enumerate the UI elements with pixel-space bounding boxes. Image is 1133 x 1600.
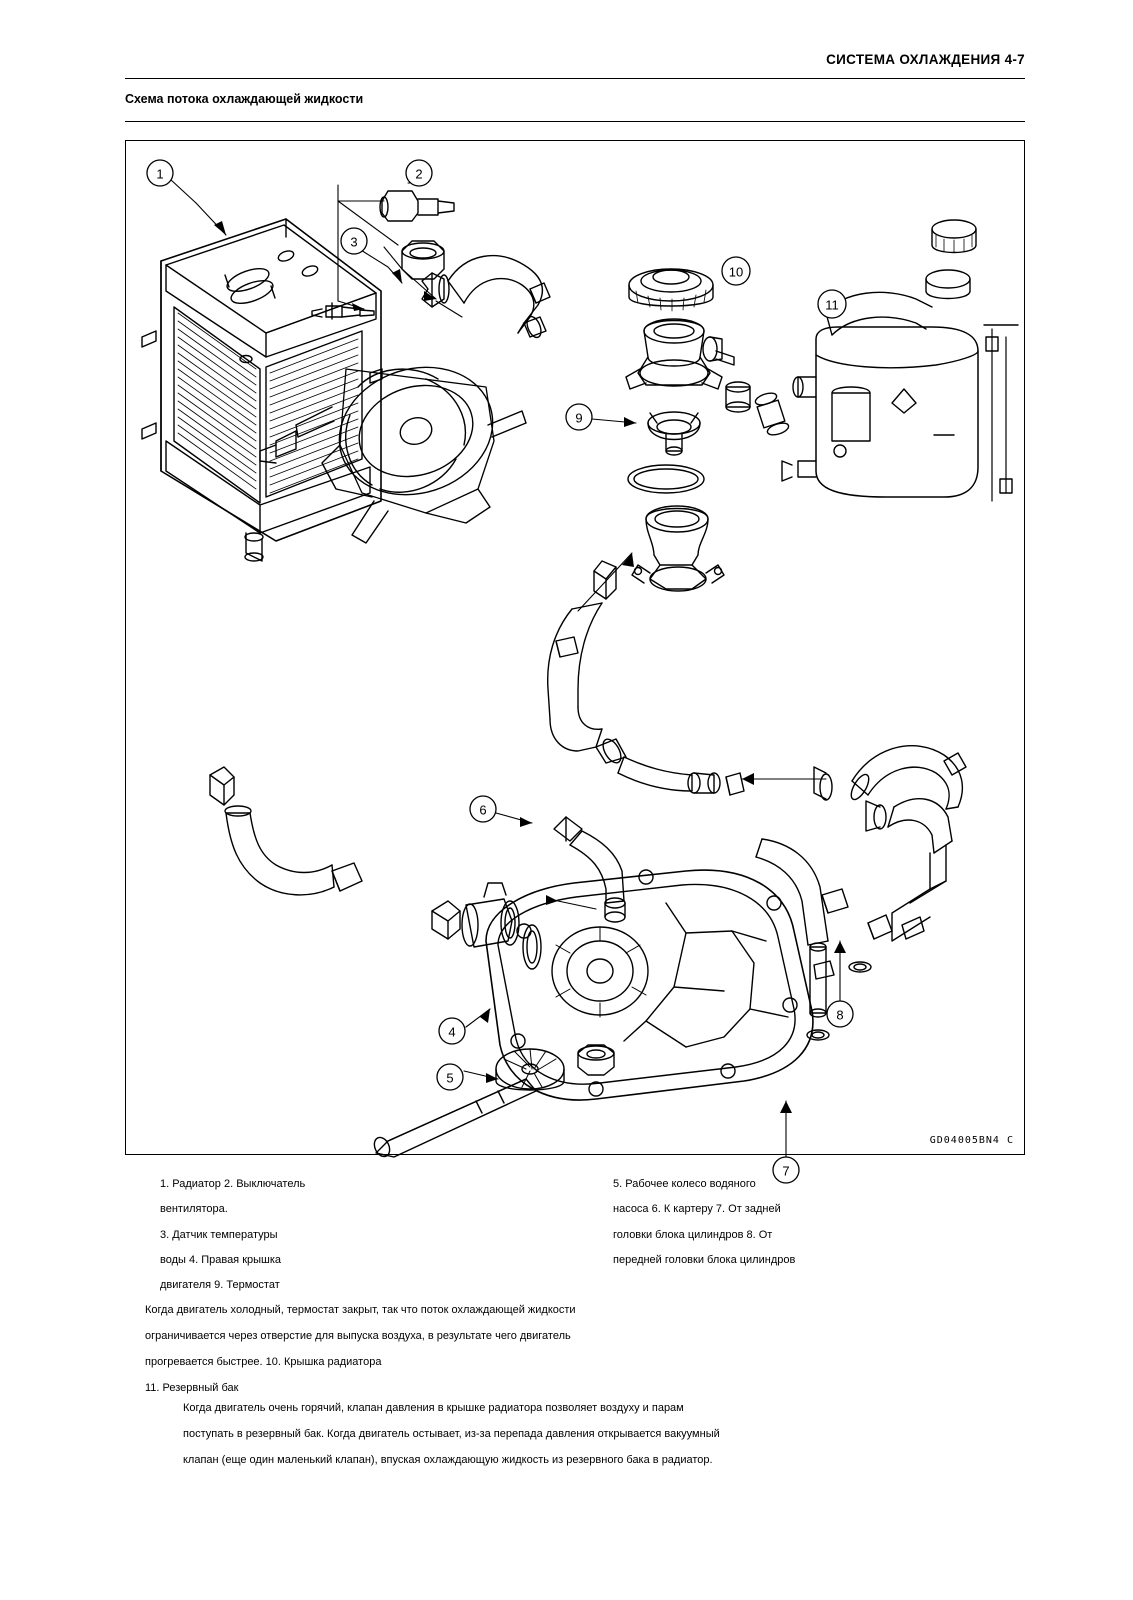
section-heading: Схема потока охлаждающей жидкости xyxy=(125,92,364,106)
right-large-hose xyxy=(814,746,966,809)
section-divider xyxy=(125,121,1025,122)
svg-text:8: 8 xyxy=(836,1007,844,1023)
figure-panel xyxy=(125,140,1025,1179)
paragraph-line: ограничивается через отверстие для выпуска воздуха, в результате чего двигатель xyxy=(145,1329,571,1342)
legend-item: головки блока цилиндров 8. От xyxy=(613,1228,773,1241)
paragraph-line: прогревается быстрее. 10. Крышка радиатора xyxy=(145,1355,382,1368)
svg-text:6: 6 xyxy=(479,802,487,818)
svg-text:1: 1 xyxy=(156,166,164,182)
header-divider xyxy=(125,78,1025,79)
lower-radiator-hose xyxy=(210,767,362,895)
legend-item: 5. Рабочее колесо водяного xyxy=(613,1178,756,1190)
radiator-illustration xyxy=(142,219,382,561)
legend-item: 1. Радиатор 2. Выключатель xyxy=(160,1178,306,1190)
body-paragraph-one xyxy=(145,1298,615,1401)
legend-item: воды 4. Правая крышка xyxy=(160,1253,282,1266)
svg-text:11: 11 xyxy=(825,297,839,313)
legend-column-left xyxy=(160,1172,490,1298)
thermostat-housing-lower xyxy=(632,506,724,591)
svg-text:3: 3 xyxy=(350,234,358,250)
svg-text:2: 2 xyxy=(415,166,423,182)
svg-text:5: 5 xyxy=(446,1070,454,1086)
tank-connector-pipes xyxy=(716,351,790,437)
paragraph-line: Когда двигатель очень горячий, клапан давления в крышке радиатора позволяет воздуху и парам xyxy=(183,1402,684,1414)
front-cylinder-head-hose xyxy=(849,799,952,972)
crankcase-pipe xyxy=(554,817,625,922)
reservoir-tank xyxy=(782,220,1018,501)
paragraph-line: клапан (еще один маленький клапан), впуская охлаждающую жидкость из резервного бака в радиатор. xyxy=(183,1453,713,1466)
figure-code: GD04005BN4 C xyxy=(929,1135,1014,1146)
legend-item: двигателя 9. Термостат xyxy=(160,1279,280,1292)
paragraph-line: Когда двигатель холодный, термостат закрыт, так что поток охлаждающей жидкости xyxy=(145,1304,576,1316)
svg-text:9: 9 xyxy=(575,410,583,426)
thermostat-housing-upper xyxy=(626,319,722,389)
paragraph-line: 11. Резервный бак xyxy=(145,1381,239,1394)
fan-switch-part xyxy=(380,191,454,279)
legend-item: 3. Датчик температуры xyxy=(160,1228,278,1241)
cooling-system-diagram xyxy=(126,141,1026,1179)
callout-markers xyxy=(147,160,853,1183)
thermostat-part xyxy=(628,412,704,493)
legend-item: насоса 6. К картеру 7. От задней xyxy=(613,1203,781,1216)
svg-text:7: 7 xyxy=(782,1163,790,1179)
page-header-title: СИСТЕМА ОХЛАЖДЕНИЯ 4-7 xyxy=(826,52,1025,67)
svg-text:4: 4 xyxy=(448,1024,456,1040)
paragraph-line: поступать в резервный бак. Когда двигатель остывает, из-за перепада давления открывается вакуумный xyxy=(183,1427,720,1440)
body-paragraph-two xyxy=(183,1396,743,1474)
legend-item: вентилятора. xyxy=(160,1203,228,1216)
svg-text:10: 10 xyxy=(728,264,744,280)
legend-item: передней головки блока цилиндров xyxy=(613,1253,796,1266)
radiator-cap-part xyxy=(629,269,713,311)
legend-column-right xyxy=(613,1172,953,1273)
water-pump-impeller xyxy=(371,1045,614,1159)
middle-hose xyxy=(548,561,744,795)
upper-radiator-hose xyxy=(422,256,550,340)
